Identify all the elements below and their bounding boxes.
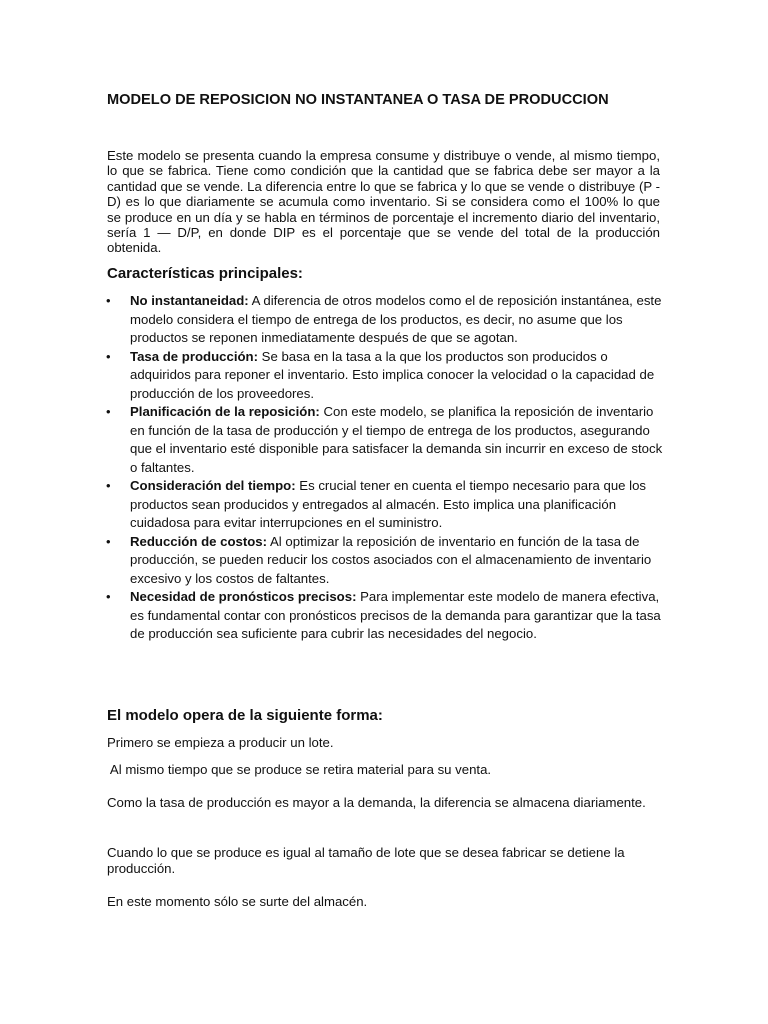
list-item-text: Para implementar este modelo de manera efectiva, es fundamental contar con pronósticos precisos de la demanda para garantizar que la tasa de producción sea suficiente para cubrir las necesidades del negocio. (130, 589, 661, 641)
operation-step-1: Primero se empieza a producir un lote. (107, 735, 334, 750)
bullet-icon: • (106, 348, 111, 364)
list-item-text: Con este modelo, se planifica la reposición de inventario en función de la tasa de producción y el tiempo de entrega de los productos, asegurando que el inventario esté disponible para satisfacer la demanda sin incurrir en exceso de stock o faltantes. (130, 404, 663, 475)
list-item (107, 403, 663, 477)
list-item-term: Reducción de costos: (130, 533, 268, 549)
operation-step-4: Cuando lo que se produce es igual al tamaño de lote que se desea fabricar se detiene la producción. (107, 845, 625, 876)
operation-step-5: En este momento sólo se surte del almacén. (107, 894, 368, 909)
list-item-text: Se basa en la tasa a la que los productos son producidos o adquiridos para reponer el inventario. Esto implica conocer la velocidad o la capacidad de producción de los proveedores. (130, 348, 655, 401)
list-item-term: Necesidad de pronósticos precisos: (130, 589, 357, 604)
list-item-term: No instantaneidad: (130, 293, 249, 308)
list-item (107, 348, 663, 404)
operation-step-3: Como la tasa de producción es mayor a la demanda, la diferencia se almacena diariamente. (107, 795, 646, 810)
characteristics-heading: Características principales: (107, 265, 303, 282)
intro-paragraph: Este modelo se presenta cuando la empresa consume y distribuye o vende, al mismo tiempo, lo que se fabrica. Tiene como condición que la cantidad que se fabrica debe ser mayor a la cantidad que se vende. La diferencia entre lo que se fabrica y lo que se vende o distribuye (P - D) es lo que diariamente se acumula como inventario. Si se considera como el 100% lo que se produce en un día y se habla en términos de porcentaje el incremento diario del inventario, sería 1 — D/P, en donde DIP es el porcentaje que se vende del total de la producción obtenida. (107, 148, 660, 256)
list-item-text: Es crucial tener en cuenta el tiempo necesario para que los productos sean producidos y entregados al almacén. Esto implica una planificación cuidadosa para evitar interrupciones en el suministro. (130, 478, 647, 530)
list-item (107, 533, 663, 589)
bullet-icon: • (106, 589, 111, 604)
bullet-icon: • (106, 293, 111, 308)
bullet-icon: • (106, 478, 111, 493)
characteristics-list (107, 292, 663, 644)
document-title: MODELO DE REPOSICION NO INSTANTANEA O TASA DE PRODUCCION (107, 92, 609, 108)
operation-step-2: Al mismo tiempo que se produce se retira material para su venta. (107, 762, 492, 777)
list-item-term: Tasa de producción: (130, 348, 258, 364)
bullet-icon: • (106, 404, 111, 419)
list-item-term: Consideración del tiempo: (130, 478, 296, 493)
list-item (107, 588, 663, 644)
list-item (107, 292, 663, 348)
list-item-term: Planificación de la reposición: (130, 404, 320, 419)
list-item-text: A diferencia de otros modelos como el de reposición instantánea, este modelo considera el tiempo de entrega de los productos, es decir, no asume que los productos se reponen inmediatamente después de que se agotan. (130, 293, 662, 345)
operation-heading: El modelo opera de la siguiente forma: (107, 707, 383, 724)
list-item-text: Al optimizar la reposición de inventario en función de la tasa de producción, se pueden reducir los costos asociados con el almacenamiento de inventario excesivo y los costos de faltantes. (130, 533, 652, 586)
list-item (107, 477, 663, 533)
bullet-icon: • (106, 533, 111, 549)
